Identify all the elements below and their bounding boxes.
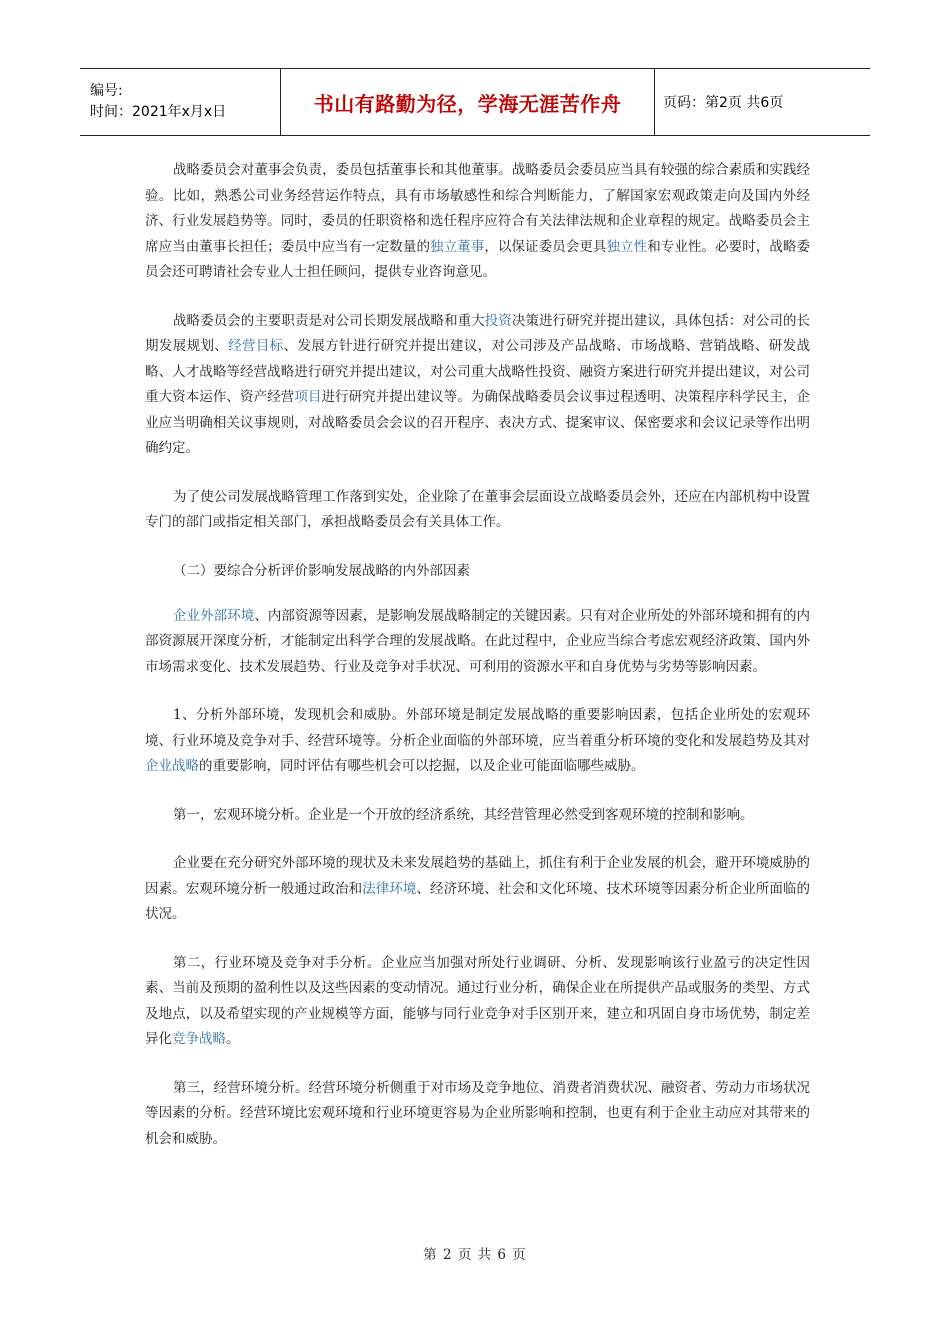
text: 第二，行业环境及竞争对手分析。企业应当加强对所处行业调研、分析、发现影响该行业盈亏的决定性因素、当前及预期的盈利性以及这些因素的变动情况。通过行业分析，确保企业在所提供产品或服务的类型、方式及地点，以及希望实现的产业规模等方面，能够与同行业竞争对手区别开来，建立和巩固自身市场优势，制定差异化 (145, 954, 810, 1047)
paragraph-implementation: 为了使公司发展战略管理工作落到实处，企业除了在董事会层面设立战略委员会外，还应在内部机构中设置专门的部门或指定相关部门，承担战略委员会有关具体工作。 (145, 488, 810, 530)
text: 决策进行研究并提出建议，具体包括：对公司的长期发展规划、 (145, 312, 811, 354)
link-investment[interactable]: 投资 (484, 312, 512, 329)
document-header (80, 68, 870, 136)
paragraph-external-analysis (145, 703, 810, 780)
link-independent-director[interactable]: 独立董事 (430, 238, 485, 255)
text: 的重要影响，同时评估有哪些机会可以挖掘，以及企业可能面临哪些威胁。 (199, 758, 645, 774)
link-legal-environment[interactable]: 法律环境 (362, 880, 417, 897)
text: 、发展方针进行研究并提出建议，对公司涉及产品战略、市场战略、营销战略、研发战略、人才战略等经营战略进行研究并提出建议，对公司重大战略性投资、融资方案进行研究并提出建议，对公司重大资本运作、资产经营 (145, 338, 811, 405)
section-subheading: （二）要综合分析评价影响发展战略的内外部因素 (173, 562, 470, 579)
text: 。 (226, 1031, 240, 1047)
document-body (145, 158, 810, 1175)
paragraph-industry-analysis (145, 951, 810, 1053)
paragraph-committee-members (145, 158, 810, 286)
header-meta (80, 69, 280, 135)
header-motto-cell (280, 69, 655, 135)
number-label: 编号: (90, 83, 123, 99)
paragraph-macro-detail (145, 851, 810, 928)
header-motto: 书山有路勤为径，学海无涯苦作舟 (313, 91, 622, 116)
header-page-cell (655, 69, 870, 135)
link-project[interactable]: 项目 (294, 389, 322, 405)
link-independence[interactable]: 独立性 (606, 238, 648, 255)
paragraph-operating-environment: 第三，经营环境分析。经营环境分析侧重于对市场及竞争地位、消费者消费状况、融资者、劳动力市场状况等因素的分析。经营环境比宏观环境和行业环境更容易为企业所影响和控制，也更有利于企业主动应对其带来的机会和威胁。 (145, 1079, 810, 1147)
text: 进行研究并提出建议等。为确保战略委员会议事过程透明、决策程序科学民主，企业应当明确相关议事规则，对战略委员会会议的召开程序、表决方式、提案审议、保密要求和会议记录等作出明确约定。 (145, 389, 811, 456)
text: 、经济环境、社会和文化环境、技术环境等因素分析企业所面临的状况。 (145, 880, 811, 922)
text: 企业要在充分研究外部环境的现状及未来发展趋势的基础上，抓住有利于企业发展的机会，避开环境威胁的因素。宏观环境分析一般通过政治和 (145, 855, 810, 897)
page-label: 页码：第2页 共6页 (663, 95, 784, 111)
text: 战略委员会对董事会负责，委员包括董事长和其他董事。战略委员会委员应当具有较强的综合素质和实践经验。比如，熟悉公司业务经营运作特点，具有市场敏感性和综合判断能力，了解国家宏观政策走向及国内外经济、行业发展趋势等。同时，委员的任职资格和选任程序应符合有关法律法规和企业章程的规定。战略委员会主席应当由董事长担任；委员中应当有一定数量的 (145, 162, 810, 255)
text: 、内部资源等因素，是影响发展战略制定的关键因素。只有对企业所处的外部环境和拥有的内部资源展开深度分析，才能制定出科学合理的发展战略。在此过程中，企业应当综合考虑宏观经济政策、国内外市场需求变化、技术发展趋势、行业及竞争对手状况、可利用的资源水平和自身优势与劣势等影响因素。 (145, 607, 811, 675)
link-business-goals[interactable]: 经营目标 (228, 338, 284, 354)
page-footer: 第 2 页 共 6 页 (423, 1247, 527, 1263)
paragraph-committee-duties (145, 309, 810, 462)
text: 和专业性。必要时，战略委员会还可聘请社会专业人士担任顾问，提供专业咨询意见。 (145, 238, 811, 280)
text: 战略委员会的主要职责是对公司长期发展战略和重大 (173, 312, 485, 329)
time-label: 时间：2021年x月x日 (90, 104, 227, 120)
paragraph-macro-environment: 第一，宏观环境分析。企业是一个开放的经济系统，其经营管理必然受到客观环境的控制和影响。 (173, 806, 754, 823)
paragraph-key-factors (145, 604, 810, 681)
link-enterprise-strategy[interactable]: 企业战略 (145, 758, 199, 774)
text: ，以保证委员会更具 (484, 238, 607, 255)
text: 1、分析外部环境，发现机会和威胁。外部环境是制定发展战略的重要影响因素，包括企业所处的宏观环境、行业环境及竞争对手、经营环境等。分析企业面临的外部环境，应当着重分析环境的变化和发展趋势及其对 (145, 707, 810, 749)
link-external-environment[interactable]: 企业外部环境 (173, 607, 255, 624)
link-competitive-strategy[interactable]: 竞争战略 (172, 1031, 226, 1047)
